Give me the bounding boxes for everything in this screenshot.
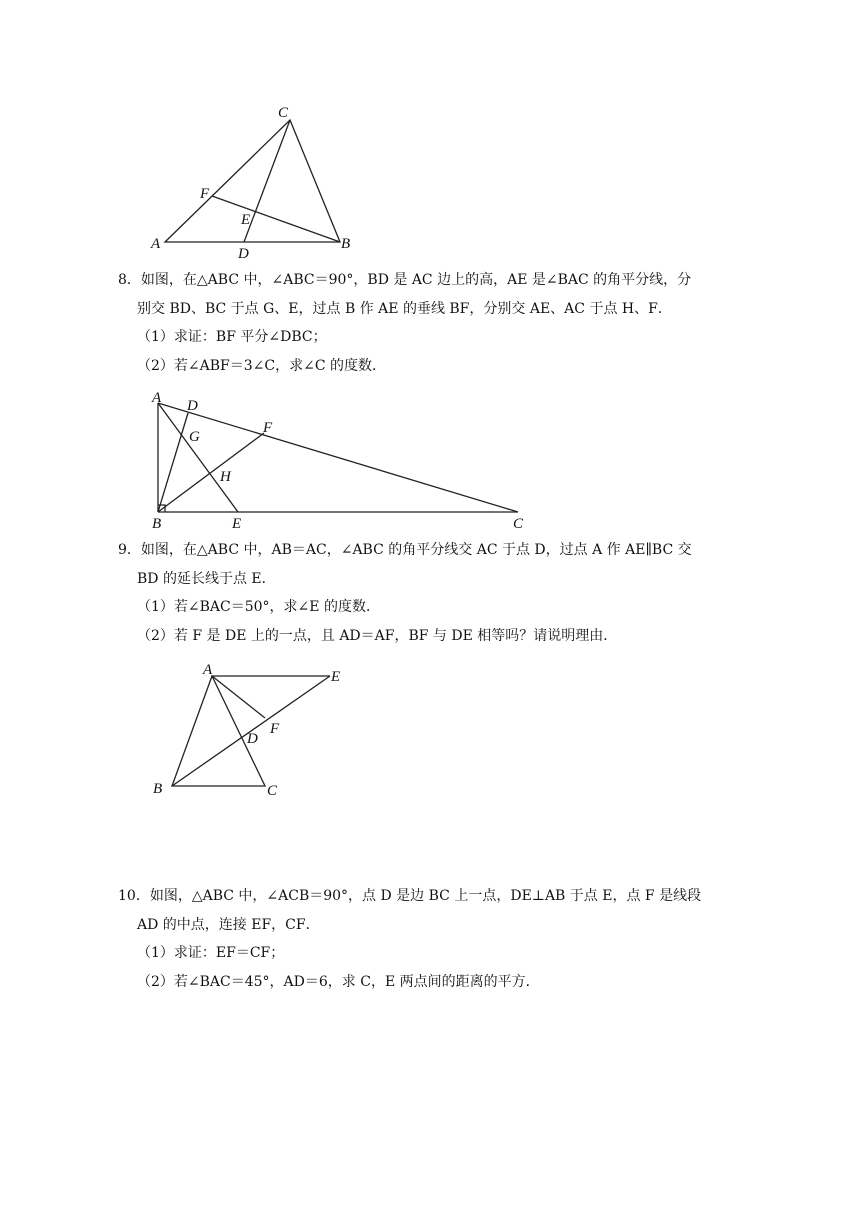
problem-10-line-2: AD 的中点，连接 EF，CF． bbox=[137, 916, 320, 933]
problem-9-line-1: 9．如图，在△ABC 中，AB＝AC，∠ABC 的角平分线交 AC 于点 D，过点 A 作 AE∥BC 交 bbox=[118, 542, 692, 558]
label-d-8: D bbox=[187, 398, 198, 414]
label-c-9: C bbox=[267, 783, 278, 799]
label-b-9: B bbox=[153, 781, 163, 797]
label-e-8: E bbox=[232, 516, 242, 532]
label-h-8: H bbox=[220, 469, 231, 485]
problem-10-question-1: （1）求证：EF＝CF； bbox=[137, 945, 285, 961]
label-d-9: D bbox=[247, 731, 258, 747]
label-a-9: A bbox=[203, 662, 213, 678]
label-d-7: D bbox=[238, 246, 249, 262]
problem-8-line-2: 别交 BD、BC 于点 G、E，过点 B 作 AE 的垂线 BF，分别交 AE、AC 于点 H、F． bbox=[137, 300, 672, 317]
problem-8-question-1: （1）求证：BF 平分∠DBC； bbox=[137, 329, 327, 345]
segment-af-9 bbox=[212, 676, 265, 718]
label-c-7: C bbox=[278, 105, 289, 121]
label-b-8: B bbox=[152, 516, 162, 532]
label-e-9: E bbox=[331, 669, 341, 685]
problem-10 bbox=[118, 882, 738, 996]
problem-9-question-2: （2）若 F 是 DE 上的一点，且 AD＝AF，BF 与 DE 相等吗？请说明理由． bbox=[137, 627, 618, 644]
label-e-7: E bbox=[241, 212, 251, 228]
problem-9-question-1: （1）若∠BAC＝50°，求∠E 的度数． bbox=[137, 599, 380, 615]
label-g-8: G bbox=[189, 429, 200, 445]
label-c-8: C bbox=[513, 516, 524, 532]
label-b-7: B bbox=[341, 236, 351, 252]
label-f-9: F bbox=[270, 721, 280, 737]
problem-9-line-2: BD 的延长线于点 E． bbox=[137, 570, 276, 587]
problem-8-question-2: （2）若∠ABF＝3∠C，求∠C 的度数． bbox=[137, 357, 386, 374]
label-a-7: A bbox=[151, 236, 161, 252]
problem-10-line-1: 10．如图，△ABC 中，∠ACB＝90°，点 D 是边 BC 上一点，DE⊥AB 于点 E，点 F 是线段 bbox=[118, 888, 702, 904]
problem-8-line-1: 8．如图，在△ABC 中，∠ABC＝90°，BD 是 AC 边上的高，AE 是∠BAC 的角平分线，分 bbox=[118, 272, 692, 288]
problem-10-question-2: （2）若∠BAC＝45°，AD＝6，求 C，E 两点间的距离的平方． bbox=[137, 973, 540, 990]
label-f-7: F bbox=[200, 186, 210, 202]
label-a-8: A bbox=[152, 390, 162, 406]
label-f-8: F bbox=[263, 420, 273, 436]
